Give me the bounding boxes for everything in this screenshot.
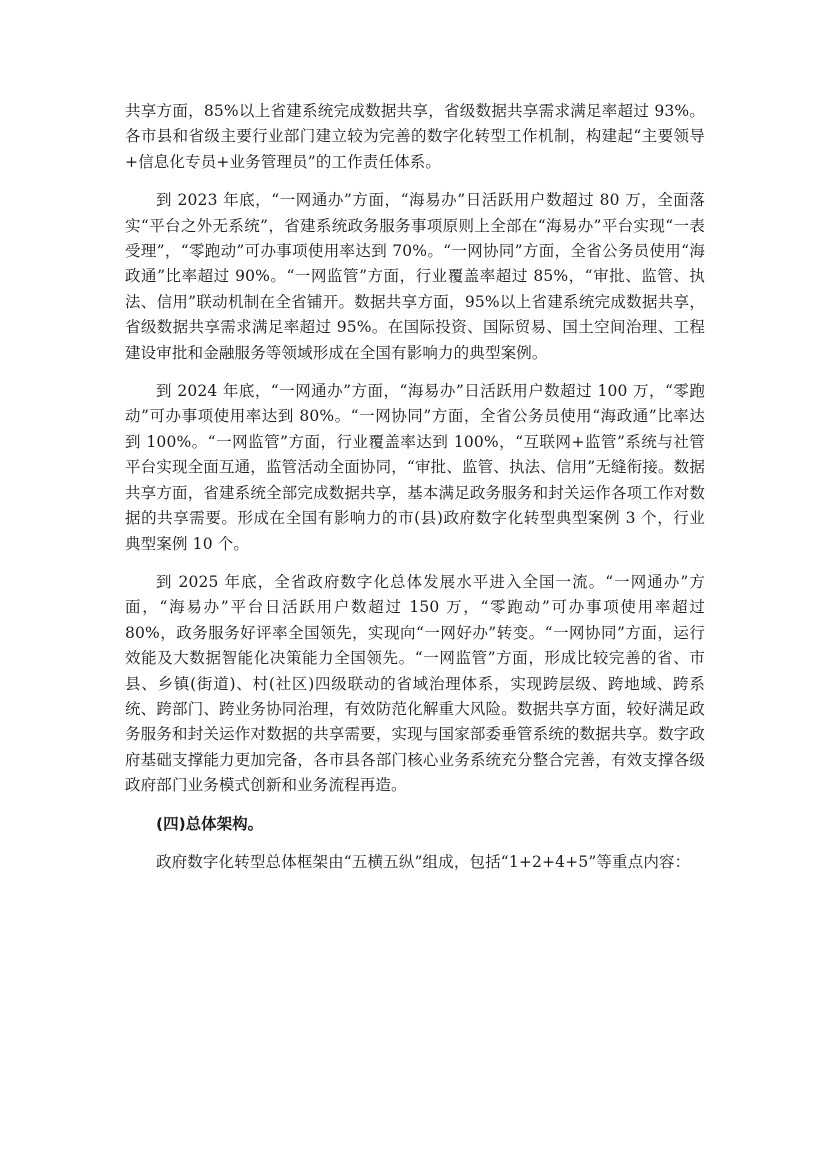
paragraph-2023-goals: 到 2023 年底，“一网通办”方面，“海易办”日活跃用户数超过 80 万，全面落实“平台之外无系统”，省建系统政务服务事项原则上全部在“海易办”平台实现“一表受理”，“零跑动”可办事项使用率达到 70%。“一网协同”方面，全省公务员使用“海政通”比率超过 90%。“一网监管”方面，行业覆盖率超过 85%，“审批、监管、执法、信用”联动机制在全省铺开。数据共享方面，95%以上省建系统完成数据共享，省级数据共享需求满足率超过 95%。在国际投资、国际贸易、国土空间治理、工程建设审批和金融服务等领域形成在全国有影响力的典型案例。: [125, 191, 705, 362]
document-body: [125, 99, 705, 875]
paragraph-framework-intro: 政府数字化转型总体框架由“五横五纵”组成，包括“1+2+4+5”等重点内容：: [156, 852, 691, 871]
section-heading: (四)总体架构。: [156, 814, 264, 833]
paragraph-2024-goals: 到 2024 年底，“一网通办”方面，“海易办”日活跃用户数超过 100 万，“零跑动”可办事项使用率达到 80%。“一网协同”方面，全省公务员使用“海政通”比率达到 100%。“一网监管”方面，行业覆盖率达到 100%，“互联网+监管”系统与社管平台实现全面互通，监管活动全面协同，“审批、监管、执法、信用”无缝衔接。数据共享方面，省建系统全部完成数据共享，基本满足政务服务和封关运作各项工作对数据的共享需要。形成在全国有影响力的市(县)政府数字化转型典型案例 3 个，行业典型案例 10 个。: [125, 382, 705, 553]
paragraph-2025-goals: 到 2025 年底，全省政府数字化总体发展水平进入全国一流。“一网通办”方面，“海易办”平台日活跃用户数超过 150 万，“零跑动”可办事项使用率超过 80%，政务服务好评率全国领先，实现向“一网好办”转变。“一网协同”方面，运行效能及大数据智能化决策能力全国领先。“一网监管”方面，形成比较完善的省、市县、乡镇(街道)、村(社区)四级联动的省域治理体系，实现跨层级、跨地域、跨系统、跨部门、跨业务协同治理，有效防范化解重大风险。数据共享方面，较好满足政务服务和封关运作对数据的共享需要，实现与国家部委垂管系统的数据共享。数字政府基础支撑能力更加完备，各市县各部门核心业务系统充分整合完善，有效支撑各级政府部门业务模式创新和业务流程再造。: [125, 572, 705, 795]
paragraph-data-sharing-continued: 共享方面，85%以上省建系统完成数据共享，省级数据共享需求满足率超过 93%。各市县和省级主要行业部门建立较为完善的数字化转型工作机制，构建起“主要领导+信息化专员+业务管理员”的工作责任体系。: [125, 102, 705, 171]
